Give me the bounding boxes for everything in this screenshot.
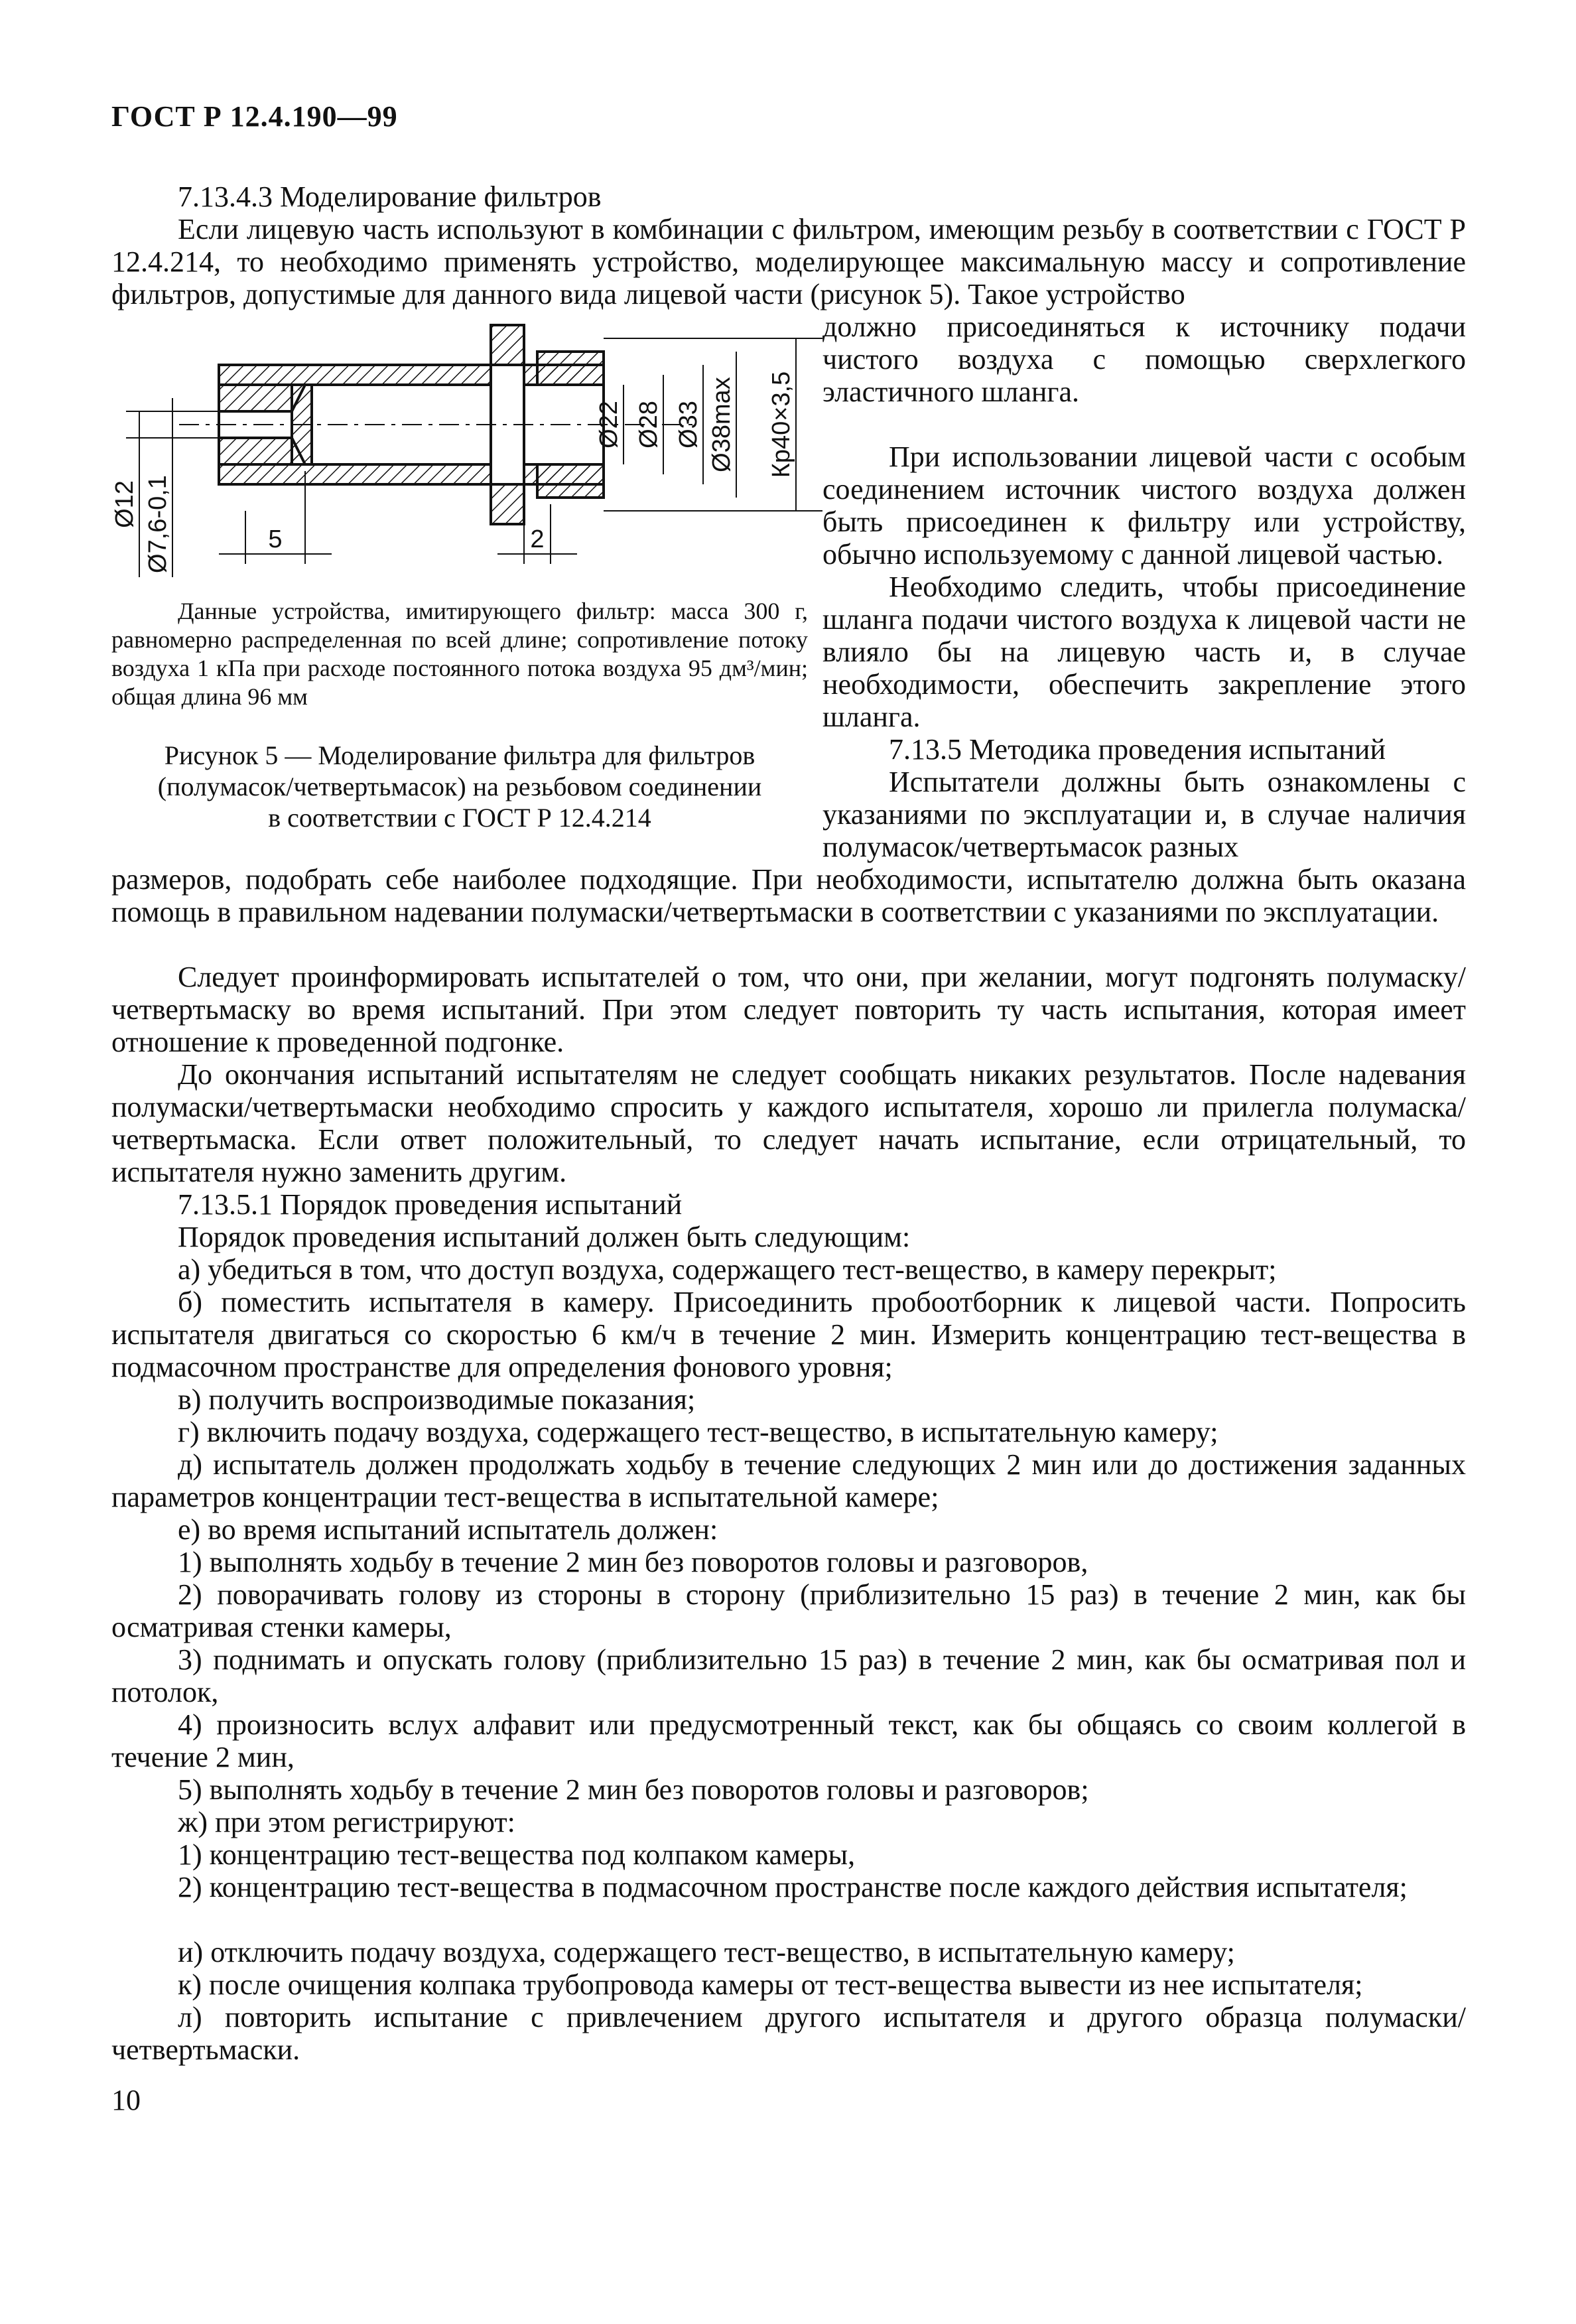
paragraph-filter-intro-cont: должно присоединяться к источнику подачи чистого воздуха с помощью сверхлегкого эластичного шланга.	[822, 310, 1466, 408]
paragraph-filter-intro: Если лицевую часть используют в комбинации с фильтром, имеющим резьбу в соответствии с ГОСТ Р 12.4.214, то необходимо применять устройство, моделирующее максимальную массу и сопротивление фильтров, допустимые для данного вида лицевой части (рисунок 5). Такое устройство	[111, 213, 1466, 310]
list-item-e2: 2) поворачивать голову из стороны в сторону (приблизительно 15 раз) в течение 2 мин, как бы осматривая стенки камеры,	[111, 1578, 1466, 1643]
paragraph-testers-start: Испытатели должны быть ознакомлены с указаниями по эксплуатации и, в случае наличия полумасок/четвертьмасок разных	[822, 766, 1466, 863]
list-item-e4: 4) произносить вслух алфавит или предусмотренный текст, как бы общаясь со своим коллегой в течение 2 мин,	[111, 1708, 1466, 1773]
dim-d12: Ø12	[111, 480, 139, 528]
list-item-e5: 5) выполнять ходьбу в течение 2 мин без поворотов головы и разговоров;	[178, 1773, 1089, 1806]
list-item-k: к) после очищения колпака трубопровода камеры от тест-вещества вывести из нее испытателя;	[178, 1968, 1363, 2001]
list-item-e3: 3) поднимать и опускать голову (приблизительно 15 раз) в течение 2 мин, как бы осматривая пол и потолок,	[111, 1643, 1466, 1708]
paragraph-order-intro: Порядок проведения испытаний должен быть следующим:	[178, 1221, 911, 1253]
list-item-v: в) получить воспроизводимые показания;	[178, 1383, 696, 1416]
paragraph-special-connection: При использовании лицевой части с особым соединением источник чистого воздуха должен быть присоединен к фильтру или устройству, обычно используемому с данной лицевой частью.	[822, 441, 1466, 571]
figure-5-drawing	[99, 312, 829, 577]
list-item-d: д) испытатель должен продолжать ходьбу в течение следующих 2 мин или до достижения заданных параметров концентрации тест-вещества в испытательной камере;	[111, 1448, 1466, 1513]
dim-d33: Ø33	[675, 401, 702, 448]
list-item-b: б) поместить испытателя в камеру. Присоединить пробоотборник к лицевой части. Попросить испытателя двигаться со скоростью 6 км/ч в течение 2 мин. Измерить концентрацию тест-вещества в подмасочном пространстве для определения фонового уровня;	[111, 1286, 1466, 1383]
paragraph-adjust-fit: Следует проинформировать испытателей о том, что они, при желании, могут подгонять полумаску/четвертьмаску во время испытаний. При этом следует повторить ту часть испытания, которая имеет отношение к проведенной подгонке.	[111, 961, 1466, 1058]
list-item-e: е) во время испытаний испытатель должен:	[178, 1513, 718, 1546]
section-heading-7-13-5-1: 7.13.5.1 Порядок проведения испытаний	[178, 1188, 683, 1221]
list-item-zh1: 1) концентрацию тест-вещества под колпаком камеры,	[178, 1838, 856, 1871]
paragraph-no-results: До окончания испытаний испытателям не следует сообщать никаких результатов. После надевания полумаски/четвертьмаски необходимо спросить у каждого испытателя, хорошо ли прилегла полумаска/четвертьмаска. Если ответ положительный, то следует начать испытание, если отрицательный, то испытателя нужно заменить другим.	[111, 1058, 1466, 1188]
dim-length-2: 2	[530, 525, 545, 553]
dim-thread: Кр40×3,5	[767, 371, 795, 478]
list-item-a: а) убедиться в том, что доступ воздуха, содержащего тест-вещество, в камеру перекрыт;	[178, 1253, 1277, 1286]
paragraph-testers-end: размеров, подобрать себе наиболее подходящие. При необходимости, испытателю должна быть оказана помощь в правильном надевании полумаски/четвертьмаски в соответствии с указаниями по эксплуатации.	[111, 863, 1466, 928]
list-item-zh: ж) при этом регистрируют:	[178, 1806, 515, 1838]
dim-d38max: Ø38max	[708, 377, 736, 472]
figure-title-line-3: в соответствии с ГОСТ Р 12.4.214	[268, 803, 651, 833]
page-number: 10	[111, 2084, 141, 2116]
list-item-zh2: 2) концентрацию тест-вещества в подмасочном пространстве после каждого действия испытателя;	[178, 1871, 1408, 1903]
section-heading-7-13-4-3: 7.13.4.3 Моделирование фильтров	[178, 180, 602, 213]
list-item-l: л) повторить испытание с привлечением другого испытателя и другого образца полумаски/четвертьмаски.	[111, 2001, 1466, 2066]
list-item-g: г) включить подачу воздуха, содержащего тест-вещество, в испытательную камеру;	[178, 1416, 1218, 1448]
section-heading-7-13-5: 7.13.5 Методика проведения испытаний	[889, 733, 1386, 766]
figure-title-line-1: Рисунок 5 — Моделирование фильтра для фильтров	[164, 740, 755, 770]
dim-d22: Ø22	[595, 401, 623, 448]
dim-d7-6: Ø7,6-0,1	[144, 475, 172, 573]
document-header: ГОСТ Р 12.4.190—99	[111, 100, 398, 133]
paragraph-hose-attachment: Необходимо следить, чтобы присоединение шланга подачи чистого воздуха к лицевой части не влияло бы на лицевую часть и, в случае необходимости, обеспечить закрепление этого шланга.	[822, 571, 1466, 733]
dim-length-5: 5	[268, 525, 283, 553]
list-item-e1: 1) выполнять ходьбу в течение 2 мин без поворотов головы и разговоров,	[178, 1546, 1088, 1578]
list-item-i: и) отключить подачу воздуха, содержащего тест-вещество, в испытательную камеру;	[178, 1936, 1235, 1968]
dim-d28: Ø28	[635, 401, 663, 448]
figure-data-caption: Данные устройства, имитирующего фильтр: масса 300 г, равномерно распределенная по всей длине; сопротивление потоку воздуха 1 кПа при расходе постоянного потока воздуха 95 дм³/мин; общая длина 96 мм	[111, 598, 808, 710]
figure-title-line-2: (полумасок/четвертьмасок) на резьбовом соединении	[157, 772, 762, 801]
